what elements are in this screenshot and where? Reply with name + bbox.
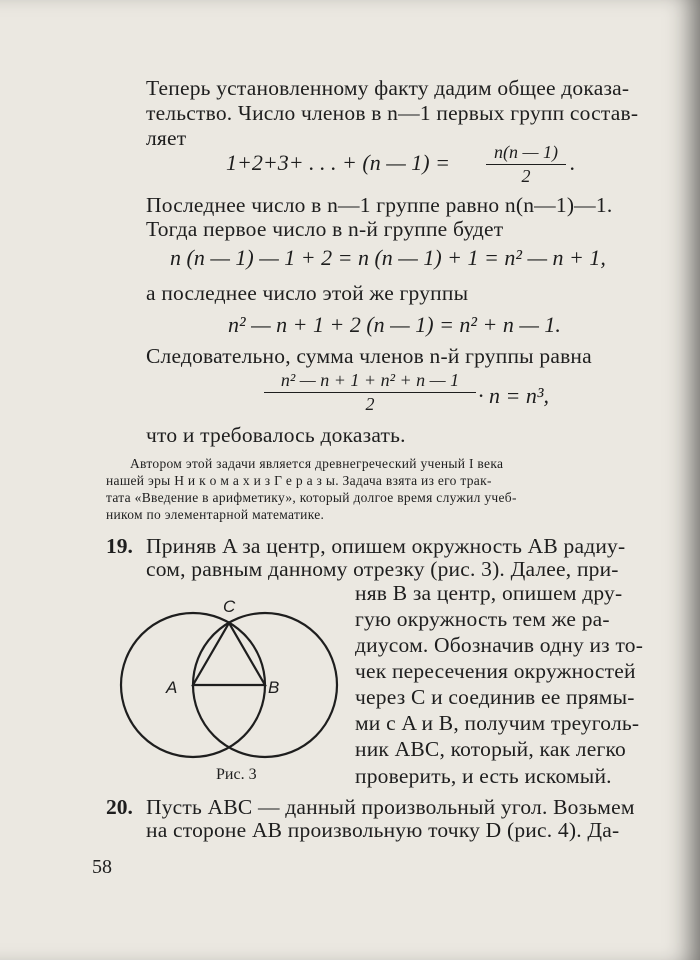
note-line-4: ником по элементарной математике.: [106, 507, 325, 522]
problem-19-line-3: няв B за центр, опишем дру-: [355, 581, 623, 605]
problem-19-line-6: чек пересечения окружностей: [355, 659, 636, 683]
paragraph-4: Следовательно, сумма членов n-й группы равна: [146, 344, 592, 368]
figure-label-a: A: [166, 678, 178, 697]
paragraph-5: что и требовалось доказать.: [146, 423, 406, 447]
problem-20-line-1: Пусть ABC — данный произвольный угол. Возьмем: [146, 795, 635, 819]
formula-1-denominator: 2: [521, 166, 531, 186]
problem-19-line-4: гую окружность тем же ра-: [355, 607, 610, 631]
note-line-2: нашей эры Н и к о м а х и з Г е р а з ы. Задача взята из его трак-: [106, 473, 492, 488]
paragraph-2-line-1: Последнее число в n—1 группе равно n(n—1)—1.: [146, 193, 613, 217]
figure-label-b: B: [268, 678, 280, 697]
paragraph-3: а последнее число этой же группы: [146, 281, 469, 305]
formula-4-fraction: [262, 370, 478, 415]
problem-19-line-9: ник ABC, который, как легко: [355, 737, 627, 761]
formula-3: n² — n + 1 + 2 (n — 1) = n² + n — 1.: [228, 312, 561, 337]
problem-19-line-5: диусом. Обозначив одну из то-: [355, 633, 644, 657]
page-number: 58: [92, 856, 112, 878]
triangle-abc: [193, 623, 265, 685]
formula-1-tail: .: [570, 150, 576, 175]
problem-20-number: 20.: [106, 795, 133, 819]
figure-3-caption: Рис. 3: [216, 766, 257, 783]
note-line-3: тата «Введение в арифметику», который долгое время служил учеб-: [106, 490, 517, 505]
problem-19-line-7: через C и соединив ее прямы-: [355, 685, 635, 709]
problem-19-line-10: проверить, и есть искомый.: [355, 764, 612, 788]
note-line-1: Автором этой задачи является древнегреческий ученый I века: [130, 456, 504, 471]
paragraph-1-line-1: Теперь установленному факту дадим общее доказа-: [146, 76, 630, 100]
figure-3-diagram: [110, 590, 350, 790]
figure-label-c: C: [223, 597, 236, 616]
formula-1-lhs: 1+2+3+ . . . + (n — 1) =: [226, 150, 450, 175]
formula-4-numerator: n² — n + 1 + n² + n — 1: [280, 370, 460, 390]
formula-2: n (n — 1) — 1 + 2 = n (n — 1) + 1 = n² — n + 1,: [170, 245, 606, 270]
problem-20-line-2: на стороне AB произвольную точку D (рис. 4). Да-: [146, 818, 620, 842]
formula-1-fraction: [484, 142, 568, 187]
problem-19-line-8: ми с A и B, получим треуголь-: [355, 711, 640, 735]
formula-4-tail: · n = n³,: [478, 383, 549, 408]
problem-19-number: 19.: [106, 534, 133, 558]
formula-1-numerator: n(n — 1): [494, 142, 558, 162]
problem-19-line-2: сом, равным данному отрезку (рис. 3). Далее, при-: [146, 557, 619, 581]
paragraph-2-line-2: Тогда первое число в n-й группе будет: [146, 217, 504, 241]
formula-4-denominator: 2: [365, 394, 375, 414]
problem-19-line-1: Приняв A за центр, опишем окружность AB радиу-: [146, 534, 626, 558]
paragraph-1-line-2: тельство. Число членов в n—1 первых групп состав-: [146, 101, 639, 125]
paragraph-1-line-3: ляет: [146, 126, 187, 150]
